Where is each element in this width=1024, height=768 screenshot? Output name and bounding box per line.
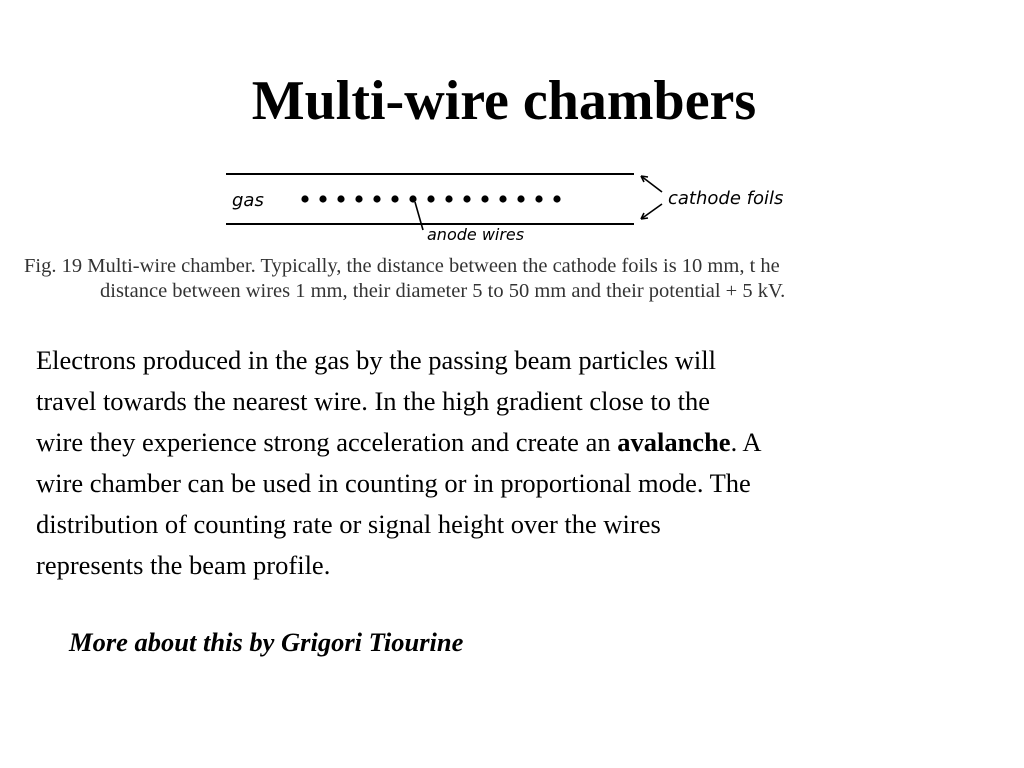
anode-wire-dots [301, 195, 560, 202]
anode-wire [481, 195, 488, 202]
anode-wire [535, 195, 542, 202]
body-line: travel towards the nearest wire. In the high gradient close to the [36, 386, 711, 416]
anode-wire [373, 195, 380, 202]
anode-wire [499, 195, 506, 202]
anode-wire [517, 195, 524, 202]
gas-label: gas [232, 190, 264, 211]
body-line-3 [36, 422, 986, 463]
anode-wire [553, 195, 560, 202]
caption-line: distance between wires 1 mm, their diameter 5 to 50 mm and their potential + 5 kV. [100, 280, 786, 302]
anode-wires-label: anode wires [427, 225, 525, 244]
body-line: Electrons produced in the gas by the passing beam particles will [36, 345, 716, 375]
body-paragraph [36, 340, 986, 586]
figure-caption [24, 254, 1014, 304]
anode-wire [355, 195, 362, 202]
anode-pointer-icon [415, 202, 423, 230]
anode-wire [409, 195, 416, 202]
body-line: represents the beam profile. [36, 550, 331, 580]
body-line: wire chamber can be used in counting or in proportional mode. The [36, 468, 751, 498]
wire-chamber-figure [220, 162, 810, 248]
anode-wire [391, 195, 398, 202]
cathode-foils-label: cathode foils [668, 188, 784, 209]
anode-wire [463, 195, 470, 202]
body-text-span: wire they experience strong acceleration and create an [36, 427, 618, 457]
body-text-span: . A [730, 427, 762, 457]
slide-title: Multi-wire chambers [251, 70, 757, 132]
credit-line: More about this by Grigori Tiourine [69, 627, 464, 657]
cathode-arrows-icon [641, 176, 662, 219]
avalanche-term: avalanche [617, 427, 731, 457]
anode-wire [301, 195, 308, 202]
caption-line: Fig. 19 Multi-wire chamber. Typically, the distance between the cathode foils is 10 mm, t he [24, 255, 780, 277]
body-line: distribution of counting rate or signal height over the wires [36, 509, 661, 539]
anode-wire [427, 195, 434, 202]
anode-wire [445, 195, 452, 202]
wire-chamber-diagram [220, 162, 810, 248]
anode-wire [337, 195, 344, 202]
anode-wire [319, 195, 326, 202]
